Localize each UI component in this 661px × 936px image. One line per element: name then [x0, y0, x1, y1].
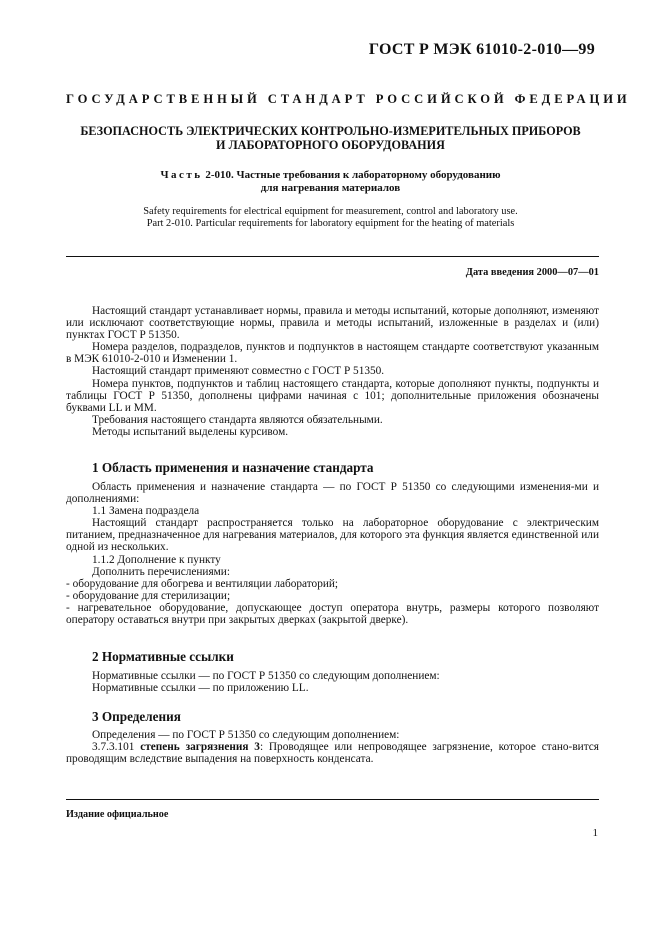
section-3-paragraph: Определения — по ГОСТ Р 51350 со следующим дополнением:	[92, 729, 400, 741]
part-prefix: Часть	[160, 169, 203, 181]
part-title	[66, 169, 595, 195]
part-line-1-text: 2-010. Частные требования к лабораторному оборудованию	[205, 169, 501, 181]
section-1-paragraph: 1.1 Замена подраздела	[92, 505, 200, 518]
intro-paragraph: Настоящий стандарт применяют совместно с ГОСТ Р 51350.	[92, 365, 385, 378]
section-1-paragraph: Дополнить перечислениями:	[92, 565, 230, 578]
english-title-line-2: Part 2-010. Particular requirements for laboratory equipment for the heating of materials	[146, 218, 515, 229]
section-3-heading: 3 Определения	[92, 709, 181, 724]
intro-paragraph: Номера разделов, подразделов, пунктов и подпунктов в настоящем стандарте соответствуют указанным в МЭК 61010-2-010 и Изменении 1.	[66, 341, 599, 366]
state-standard-heading: ГОСУДАРСТВЕННЫЙ СТАНДАРТ РОССИЙСКОЙ ФЕДЕРАЦИИ	[66, 92, 631, 106]
section-2-paragraph: Нормативные ссылки — по приложению LL.	[92, 682, 309, 695]
definition-number: 3.7.3.101	[92, 741, 135, 754]
intro-date: Дата введения 2000—07—01	[465, 267, 599, 278]
definition-term: степень загрязнения 3	[140, 741, 260, 754]
document-code: ГОСТ Р МЭК 61010-2-010—99	[368, 41, 595, 58]
section-2-body	[66, 670, 599, 694]
english-title	[66, 206, 595, 230]
section-2-heading: 2 Нормативные ссылки	[92, 649, 234, 664]
page-number: 1	[592, 827, 598, 839]
list-item: - оборудование для обогрева и вентиляции лабораторий;	[66, 577, 339, 590]
section-1-body	[66, 481, 599, 626]
bottom-divider	[66, 799, 599, 800]
intro-paragraph: Настоящий стандарт устанавливает нормы, правила и методы испытаний, которые дополняют, изменяют или исключают соответствующие нормы, правила и методы испытаний, изложенные в разделах и (или) пунктах ГОСТ Р 51350.	[66, 305, 599, 342]
intro-text	[66, 305, 599, 438]
section-1-heading: 1 Область применения и назначение стандарта	[92, 460, 374, 475]
english-title-line-1: Safety requirements for electrical equipment for measurement, control and laboratory use.	[143, 206, 518, 217]
title-line-1: БЕЗОПАСНОСТЬ ЭЛЕКТРИЧЕСКИХ КОНТРОЛЬНО-ИЗМЕРИТЕЛЬНЫХ ПРИБОРОВ	[80, 124, 581, 138]
section-3-body	[66, 729, 599, 765]
list-item: - нагревательное оборудование, допускающее доступ оператора внутрь, размеры которого позволяют оператору оставаться внутри при закрытых дверках (закрытой дверке).	[66, 601, 599, 627]
title-line-2: И ЛАБОРАТОРНОГО ОБОРУДОВАНИЯ	[216, 138, 445, 152]
section-1-paragraph: 1.1.2 Дополнение к пункту	[92, 553, 221, 566]
definition-3-7-3-101	[66, 741, 599, 765]
top-divider	[66, 256, 599, 257]
intro-paragraph: Методы испытаний выделены курсивом.	[92, 425, 289, 438]
list-item: - оборудование для стерилизации;	[66, 589, 231, 602]
part-line-1	[66, 169, 595, 182]
part-line-2: для нагревания материалов	[260, 182, 401, 194]
official-edition-label: Издание официальное	[66, 809, 169, 820]
intro-paragraph: Требования настоящего стандарта являются обязательными.	[92, 413, 383, 426]
section-2-paragraph: Нормативные ссылки — по ГОСТ Р 51350 со следующим дополнением:	[92, 670, 440, 682]
section-1-paragraph: Область применения и назначение стандарта — по ГОСТ Р 51350 со следующими изменения-ми и дополнениями:	[66, 481, 599, 506]
intro-paragraph: Номера пунктов, подпунктов и таблиц настоящего стандарта, которые дополняют пункты, подпункты и таблицы ГОСТ Р 51350, дополнены цифрами начиная с 101; дополнительные приложения обозначены буквами LL и MM.	[66, 377, 599, 414]
definition-text: : Проводящее или непроводящее загрязнение, которое стано-вится проводящим вследствие выпадения на поверхность конденсата.	[66, 741, 599, 766]
standard-title	[66, 124, 595, 152]
section-1-paragraph: Настоящий стандарт распространяется только на лабораторное оборудование с электрическим питанием, предназначенное для нагревания материалов, для которого эта функция является единственной или одной из нескольких.	[66, 517, 599, 554]
